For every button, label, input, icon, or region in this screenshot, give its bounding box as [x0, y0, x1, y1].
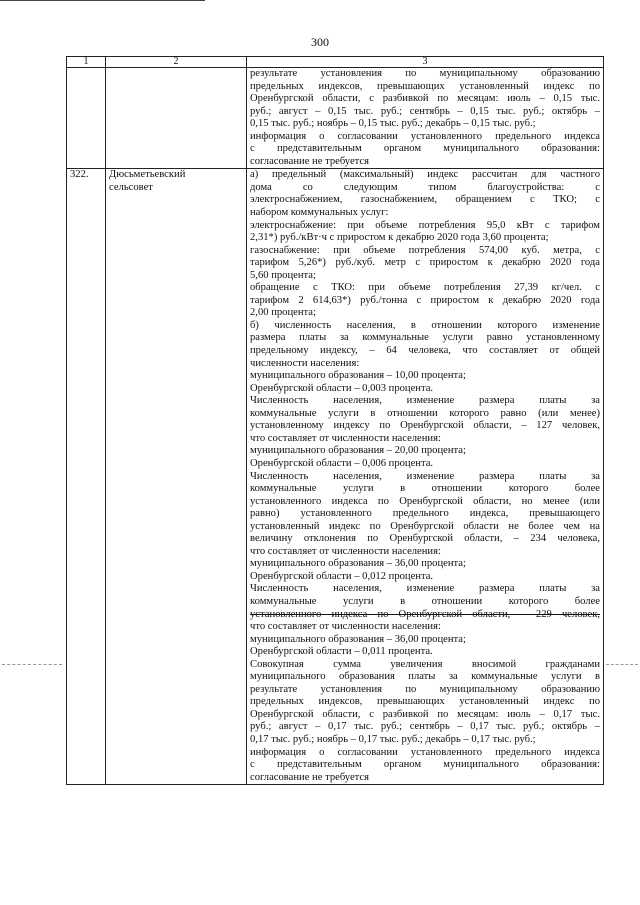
- text-line: коммунальные услуги в отношении которого равно (или менее): [250, 407, 600, 419]
- text-line: электроснабжением, газоснабжением, обращением с ТКО; с: [250, 194, 600, 206]
- municipality-name: [106, 169, 247, 785]
- text-line: Оренбургской области – 0,003 процента.: [250, 382, 434, 394]
- text-line: 5,60 процента;: [250, 269, 316, 281]
- description-cell: [247, 68, 604, 169]
- text-line: руб.; август – 0,17 тыс. руб.; сентябрь – 0,17 тыс. руб.; октябрь –: [250, 721, 600, 733]
- text-line: согласование не требуется: [250, 771, 370, 783]
- table-row-322: [67, 169, 604, 785]
- text-line: величину отклонения по Оренбургской области, – 234 человека,: [250, 533, 600, 545]
- text-line: что составляет от численности населения:: [250, 545, 441, 557]
- text-line: предельных индексов, превышающих установленный индекс по: [250, 696, 600, 708]
- text-line: а) предельный (максимальный) индекс рассчитан для частного: [250, 169, 600, 181]
- description-cell: [247, 169, 604, 785]
- text-line: размера платы за коммунальные услуги равно установленному: [250, 332, 600, 344]
- text-line: с представительным органом муниципального образования:: [250, 759, 600, 771]
- text-line: 2,00 процента;: [250, 307, 316, 319]
- text-line: предельному индексу, – 64 человека, что составляет от общей: [250, 345, 600, 357]
- text-line: Численность населения, изменение размера платы за: [250, 583, 600, 595]
- text-line: что составляет от численности населения:: [250, 432, 441, 444]
- text-line: Оренбургской области, с разбивкой по месяцам: июль – 0,17 тыс.: [250, 708, 600, 720]
- text-line: набором коммунальных услуг:: [250, 207, 389, 219]
- text-line: электроснабжение: при объеме потребления 95,0 кВт с тарифом: [250, 219, 600, 231]
- page-number: 300: [311, 35, 329, 49]
- text-line: коммунальные услуги в отношении которого более: [250, 595, 600, 607]
- municipality-name-line: Дюсьметьевский: [109, 169, 186, 181]
- column-header-1: 1: [67, 57, 106, 68]
- text-line: Численность населения, изменение размера платы за: [250, 470, 600, 482]
- row-number: 322.: [67, 169, 106, 785]
- text-line: руб.; август – 0,15 тыс. руб.; сентябрь – 0,15 тыс. руб.; октябрь –: [250, 105, 600, 117]
- text-line: установленного индекса по Оренбургской области, – 229 человек,: [250, 608, 600, 620]
- text-line: результате установления по муниципальному образованию: [250, 68, 600, 79]
- scan-edge-line: [0, 0, 205, 1]
- row-number-cell: [67, 68, 106, 169]
- text-line: Оренбургской области – 0,006 процента.: [250, 457, 434, 469]
- text-line: тарифом 2 614,63*) руб./тонна с приростом к декабрю 2020 года: [250, 294, 600, 306]
- text-line: газоснабжение: при объеме потребления 574,00 куб. метра, с: [250, 244, 600, 256]
- text-line: информация о согласовании установленного предельного индекса: [250, 746, 600, 758]
- text-line: 0,15 тыс. руб.; ноябрь – 0,15 тыс. руб.; декабрь – 0,15 тыс. руб.;: [250, 118, 536, 130]
- text-line: согласование не требуется: [250, 155, 370, 167]
- text-line: установленный индекс по Оренбургской области не более чем на: [250, 520, 600, 532]
- municipality-cell: [106, 68, 247, 169]
- text-line: муниципального образования – 36,00 процента;: [250, 558, 466, 570]
- tariff-table: [66, 56, 604, 785]
- text-line: Оренбургской области, с разбивкой по месяцам: июль – 0,15 тыс.: [250, 93, 600, 105]
- text-line: предельных индексов, превышающих установленный индекс по: [250, 80, 600, 92]
- text-line: с представительным органом муниципального образования:: [250, 143, 600, 155]
- text-line: 2,31*) руб./кВт·ч с приростом к декабрю 2020 года 3,60 процента;: [250, 232, 549, 244]
- text-line: муниципального образования – 10,00 процента;: [250, 370, 466, 382]
- text-line: обращение с ТКО: при объеме потребления 27,39 кг/чел. с: [250, 282, 600, 294]
- table-header-row: [67, 57, 604, 68]
- text-line: Совокупная сумма увеличения вносимой гражданами: [250, 658, 600, 670]
- text-line: Численность населения, изменение размера платы за: [250, 395, 600, 407]
- text-line: результате установления по муниципальному образованию: [250, 683, 600, 695]
- text-line: б) численность населения, в отношении которого изменение: [250, 319, 600, 331]
- text-line: численности населения:: [250, 357, 360, 369]
- text-line: дома со следующим типом благоустройства: с: [250, 181, 600, 193]
- text-line: коммунальные услуги в отношении которого более: [250, 483, 600, 495]
- text-line: установленному индексу по Оренбургской области, – 127 человек,: [250, 420, 600, 432]
- margin-dash-left: [2, 664, 62, 665]
- text-line: муниципального образования – 36,00 процента;: [250, 633, 466, 645]
- column-header-3: 3: [247, 57, 604, 68]
- text-line: информация о согласовании установленного предельного индекса: [250, 130, 600, 142]
- text-line: муниципального образования платы за коммунальные услуги в: [250, 671, 600, 683]
- text-line: установленного индекса по Оренбургской области, но менее (или: [250, 495, 600, 507]
- text-line: муниципального образования – 20,00 процента;: [250, 445, 466, 457]
- table-row-continuation: [67, 68, 604, 169]
- text-line: равно) установленного предельного индекса, превышающего: [250, 508, 600, 520]
- text-line: Оренбургской области – 0,012 процента.: [250, 570, 434, 582]
- text-line: что составляет от численности населения:: [250, 621, 441, 633]
- municipality-name-line: сельсовет: [109, 181, 153, 193]
- text-line: Оренбургской области – 0,011 процента.: [250, 646, 433, 658]
- text-line: тарифом 5,26*) руб./куб. метр с приростом к декабрю 2020 года: [250, 257, 600, 269]
- column-header-2: 2: [106, 57, 247, 68]
- margin-dash-right: [606, 664, 638, 665]
- text-line: 0,17 тыс. руб.; ноябрь – 0,17 тыс. руб.; декабрь – 0,17 тыс. руб.;: [250, 733, 536, 745]
